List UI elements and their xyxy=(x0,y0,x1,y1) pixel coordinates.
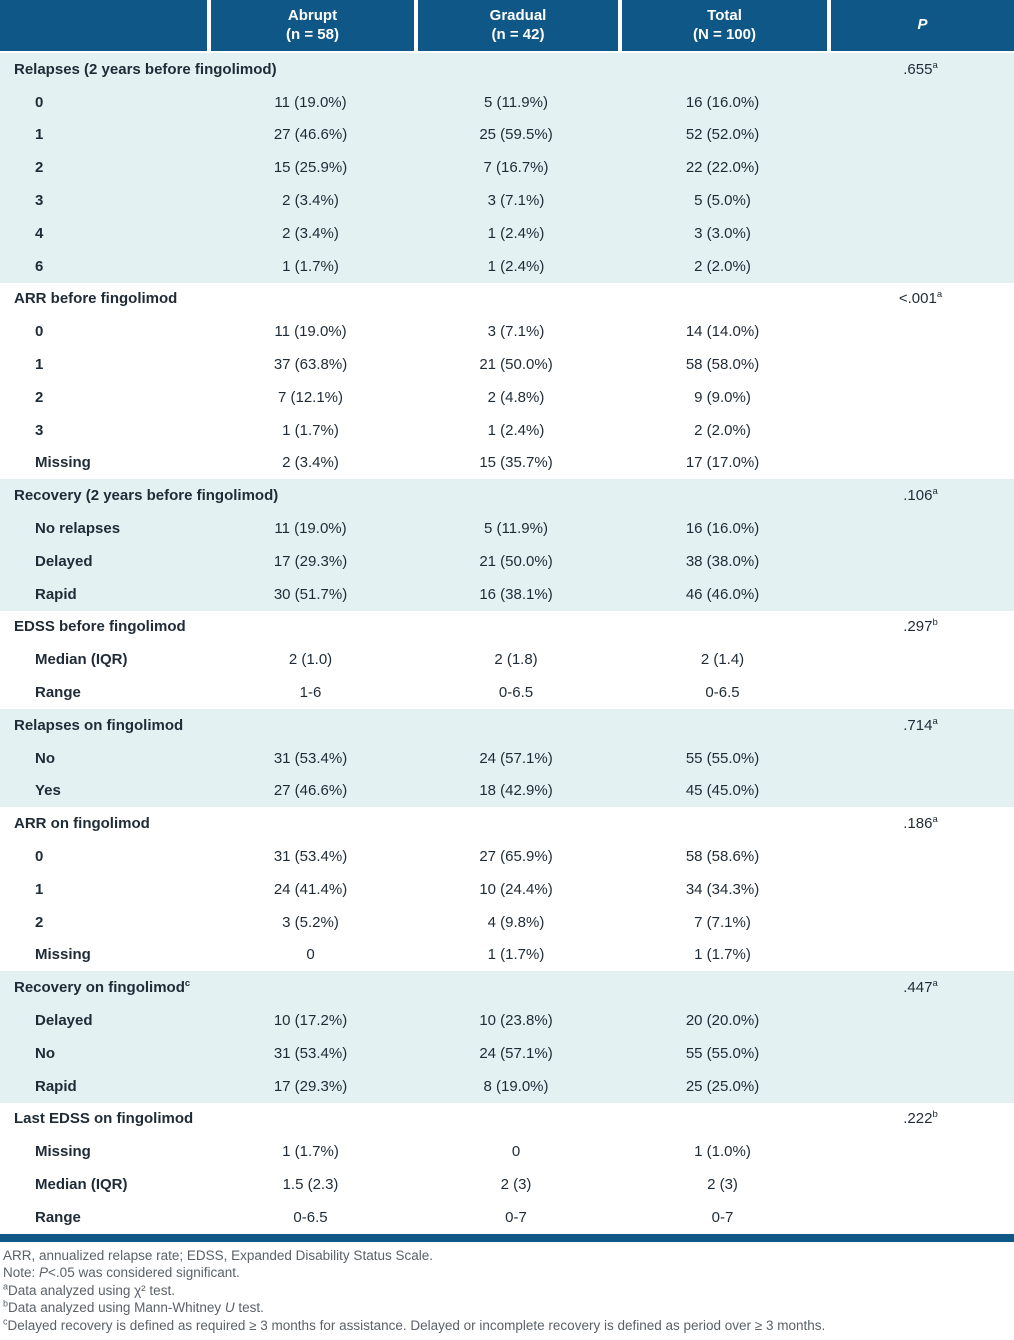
cell-abrupt: 2 (3.4%) xyxy=(282,192,339,210)
cell-total: 58 (58.0%) xyxy=(685,356,760,374)
header-col-p xyxy=(827,0,1014,51)
row-label: Missing xyxy=(35,946,91,964)
cell-total: 46 (46.0%) xyxy=(685,585,760,603)
superscript: a xyxy=(932,59,938,71)
footnote-text: Delayed recovery is defined as required ≥ 3 months for assistance. Delayed or incomplete recovery is defined as period over ≥ 3 months. xyxy=(7,1317,826,1333)
row-label: 6 xyxy=(35,257,44,275)
footnote-line xyxy=(3,1247,1010,1265)
cell-gradual: 24 (57.1%) xyxy=(479,749,553,767)
cell-abrupt: 0-6.5 xyxy=(293,1208,328,1226)
cell-abrupt: 1 (1.7%) xyxy=(282,421,339,439)
cell-total: 58 (58.6%) xyxy=(685,848,760,866)
cell-gradual: 5 (11.9%) xyxy=(484,93,548,111)
cell-gradual: 3 (7.1%) xyxy=(487,323,545,341)
header-col-gradual xyxy=(414,0,618,51)
cell-gradual: 8 (19.0%) xyxy=(483,1077,549,1095)
table-row xyxy=(0,676,1014,709)
row-label: Missing xyxy=(35,454,91,472)
cell-abrupt: 1-6 xyxy=(299,684,322,702)
row-label: Delayed xyxy=(35,552,93,570)
section-label: Recovery (2 years before fingolimod) xyxy=(14,487,279,505)
cell-gradual: 0-6.5 xyxy=(498,684,534,702)
header-col-abrupt-title: Abrupt xyxy=(287,6,338,24)
section-label: Recovery on fingolimod$^c$ xyxy=(14,978,191,997)
row-label: 3 xyxy=(35,421,44,439)
section-header-row xyxy=(0,53,1014,86)
table-row xyxy=(0,1004,1014,1037)
header-col-total xyxy=(618,0,827,51)
cell-gradual: 1 (2.4%) xyxy=(487,224,545,242)
table-row xyxy=(0,250,1014,283)
table-row xyxy=(0,315,1014,348)
cell-total: 0-7 xyxy=(711,1208,734,1226)
cell-gradual: 0-7 xyxy=(505,1208,527,1226)
cell-total: 1 (1.0%) xyxy=(694,1143,751,1161)
header-col-abrupt-n: (n = 58) xyxy=(286,25,339,43)
footnote-text: U xyxy=(224,1300,235,1316)
row-label: Rapid xyxy=(35,585,77,603)
cell-abrupt: 27 (46.6%) xyxy=(273,126,348,144)
header-col-total-n: (N = 100) xyxy=(693,25,756,43)
cell-abrupt: 31 (53.4%) xyxy=(273,1044,348,1062)
table-row xyxy=(0,643,1014,676)
section-label: Relapses on fingolimod xyxy=(14,716,184,734)
superscript: a xyxy=(932,814,938,826)
row-label: 3 xyxy=(35,192,44,210)
cell-p-value: .186$^a$ xyxy=(903,814,938,833)
footnote-text: <.05 was considered significant. xyxy=(48,1265,240,1281)
footnote-text: Data analyzed using χ² test. xyxy=(8,1282,175,1298)
section-header-row xyxy=(0,283,1014,316)
cell-total: 2 (1.4) xyxy=(700,651,745,669)
table-row xyxy=(0,381,1014,414)
table-row xyxy=(0,1070,1014,1103)
footnote-superscript: b xyxy=(3,1298,9,1309)
cell-abrupt: 10 (17.2%) xyxy=(273,1012,348,1029)
section-label: ARR on fingolimod xyxy=(14,815,150,833)
footnote-text: Data analyzed using Mann-Whitney xyxy=(8,1300,225,1316)
row-label: 0 xyxy=(35,848,44,866)
superscript: a xyxy=(936,289,943,301)
cell-p-value: .222$^b$ xyxy=(903,1109,938,1128)
row-label: No xyxy=(35,749,55,767)
table-bottom-border xyxy=(0,1234,1014,1242)
footnote-text: P xyxy=(39,1265,49,1281)
superscript: a xyxy=(932,978,938,990)
table-row xyxy=(0,447,1014,480)
footnote-text: ARR, annualized relapse rate; EDSS, Expanded Disability Status Scale. xyxy=(3,1247,433,1263)
cell-total: 7 (7.1%) xyxy=(694,913,751,931)
cell-gradual: 7 (16.7%) xyxy=(483,159,549,177)
cell-abrupt: 3 (5.2%) xyxy=(282,913,339,931)
table-section xyxy=(0,1103,1014,1234)
cell-total: 16 (16.0%) xyxy=(685,93,760,111)
row-label: Range xyxy=(35,1208,81,1226)
cell-p-value: .655$^a$ xyxy=(903,59,938,78)
cell-gradual: 18 (42.9%) xyxy=(479,782,553,800)
row-label: Range xyxy=(35,684,81,702)
section-label: ARR before fingolimod xyxy=(14,290,178,308)
cell-gradual: 25 (59.5%) xyxy=(479,126,553,144)
row-label: Delayed xyxy=(35,1012,93,1029)
row-label: 2 xyxy=(35,159,44,177)
cell-gradual: 10 (24.4%) xyxy=(479,880,553,898)
table-row xyxy=(0,578,1014,611)
header-col-gradual-title: Gradual xyxy=(489,6,547,24)
header-col-abrupt xyxy=(207,0,414,51)
cell-abrupt: 24 (41.4%) xyxy=(273,880,348,898)
table-row xyxy=(0,414,1014,447)
table-row xyxy=(0,545,1014,578)
cell-total: 52 (52.0%) xyxy=(685,126,760,144)
cell-gradual: 16 (38.1%) xyxy=(479,585,553,603)
cell-p-value: .714$^a$ xyxy=(903,715,938,734)
table-row xyxy=(0,775,1014,808)
cell-total: 45 (45.0%) xyxy=(685,782,760,800)
cell-abrupt: 30 (51.7%) xyxy=(273,585,348,603)
cell-total: 5 (5.0%) xyxy=(694,192,751,210)
cell-gradual: 4 (9.8%) xyxy=(487,913,545,931)
table-section xyxy=(0,283,1014,480)
cell-abrupt: 17 (29.3%) xyxy=(273,1077,348,1095)
row-label: 4 xyxy=(35,224,44,242)
cell-gradual: 27 (65.9%) xyxy=(479,848,553,866)
table-row xyxy=(0,1135,1014,1168)
section-label: EDSS before fingolimod xyxy=(14,618,186,636)
cell-total: 25 (25.0%) xyxy=(685,1077,760,1095)
row-label: 2 xyxy=(35,388,44,406)
section-label: Last EDSS on fingolimod xyxy=(14,1110,194,1128)
cell-abrupt: 11 (19.0%) xyxy=(274,520,347,538)
table-row xyxy=(0,512,1014,545)
cell-total: 17 (17.0%) xyxy=(685,454,760,472)
footnotes xyxy=(0,1242,1014,1335)
cell-gradual: 0 xyxy=(511,1143,521,1161)
table-row xyxy=(0,217,1014,250)
section-header-row xyxy=(0,479,1014,512)
cell-total: 16 (16.0%) xyxy=(685,520,760,538)
cell-gradual: 2 (1.8) xyxy=(494,651,538,669)
cell-p-value: .447$^a$ xyxy=(903,978,938,997)
table-row xyxy=(0,1201,1014,1234)
table-section xyxy=(0,611,1014,709)
cell-abrupt: 2 (3.4%) xyxy=(282,224,339,242)
cell-abrupt: 2 (3.4%) xyxy=(282,454,339,472)
row-label: 2 xyxy=(35,913,44,931)
cell-abrupt: 17 (29.3%) xyxy=(273,552,348,570)
cell-gradual: 24 (57.1%) xyxy=(479,1044,553,1062)
header-col-gradual-n: (n = 42) xyxy=(491,25,545,43)
cell-total: 20 (20.0%) xyxy=(685,1012,760,1029)
row-label: No xyxy=(35,1044,55,1062)
cell-total: 55 (55.0%) xyxy=(685,749,760,767)
section-header-row xyxy=(0,807,1014,840)
row-label: Rapid xyxy=(35,1077,77,1095)
row-label: 0 xyxy=(35,323,44,341)
cell-p-value: .297$^b$ xyxy=(903,617,938,636)
row-label: No relapses xyxy=(35,520,121,538)
footnote-line xyxy=(3,1264,1010,1282)
row-label: 0 xyxy=(35,93,44,111)
table-section xyxy=(0,807,1014,971)
row-label: Yes xyxy=(35,782,61,800)
superscript: c xyxy=(184,978,191,990)
superscript: a xyxy=(932,715,938,727)
table-row xyxy=(0,1037,1014,1070)
footnote-superscript: a xyxy=(3,1281,9,1292)
table-section xyxy=(0,53,1014,283)
table-row xyxy=(0,742,1014,775)
cell-abrupt: 27 (46.6%) xyxy=(273,782,348,800)
row-label: 1 xyxy=(35,356,44,374)
cell-abrupt: 31 (53.4%) xyxy=(273,749,348,767)
cell-gradual: 21 (50.0%) xyxy=(479,552,553,570)
cell-p-value: .106$^a$ xyxy=(903,486,938,505)
header-corner-cell xyxy=(0,0,207,51)
table-row xyxy=(0,119,1014,152)
row-label: 1 xyxy=(35,126,44,144)
table-row xyxy=(0,939,1014,972)
footnote-line xyxy=(3,1299,1010,1317)
table-row xyxy=(0,906,1014,939)
section-header-row xyxy=(0,1103,1014,1136)
cell-abrupt: 11 (19.0%) xyxy=(274,93,347,111)
table-row xyxy=(0,840,1014,873)
cell-total: 2 (3) xyxy=(707,1175,738,1193)
footnote-superscript: c xyxy=(3,1316,8,1327)
header-col-total-title: Total xyxy=(707,6,742,24)
row-label: Median (IQR) xyxy=(35,1175,128,1193)
section-header-row xyxy=(0,709,1014,742)
cell-total: 14 (14.0%) xyxy=(685,323,760,341)
footnote-line xyxy=(3,1317,1010,1335)
table-section xyxy=(0,709,1014,807)
cell-total: 3 (3.0%) xyxy=(694,224,751,242)
cell-gradual: 3 (7.1%) xyxy=(487,192,545,210)
row-label: Missing xyxy=(35,1143,91,1161)
cell-abrupt: 1.5 (2.3) xyxy=(282,1175,339,1193)
cell-abrupt: 31 (53.4%) xyxy=(273,848,348,866)
cell-total: 2 (2.0%) xyxy=(694,421,751,439)
cell-gradual: 2 (3) xyxy=(500,1175,532,1193)
cell-total: 55 (55.0%) xyxy=(685,1044,760,1062)
cell-abrupt: 1 (1.7%) xyxy=(282,257,339,275)
table-row xyxy=(0,873,1014,906)
table-row xyxy=(0,151,1014,184)
table-row xyxy=(0,184,1014,217)
cell-gradual: 21 (50.0%) xyxy=(479,356,553,374)
cell-abrupt: 15 (25.9%) xyxy=(273,159,348,177)
table-row xyxy=(0,1168,1014,1201)
cell-gradual: 1 (2.4%) xyxy=(487,257,545,275)
table-body xyxy=(0,53,1014,1234)
superscript: b xyxy=(932,1109,938,1121)
cell-p-value: <.001$^a$ xyxy=(898,289,943,308)
cell-gradual: 5 (11.9%) xyxy=(484,520,548,538)
superscript: b xyxy=(932,617,938,629)
cell-abrupt: 1 (1.7%) xyxy=(282,1143,339,1161)
cell-abrupt: 37 (63.8%) xyxy=(273,356,348,374)
row-label: Median (IQR) xyxy=(35,651,128,669)
cell-gradual: 15 (35.7%) xyxy=(479,454,553,472)
table-row xyxy=(0,348,1014,381)
row-label: 1 xyxy=(35,880,44,898)
cell-total: 34 (34.3%) xyxy=(685,880,760,898)
footnote-line xyxy=(3,1282,1010,1300)
cell-total: 22 (22.0%) xyxy=(685,159,760,177)
section-label: Relapses (2 years before fingolimod) xyxy=(14,60,277,78)
cell-gradual: 1 (1.7%) xyxy=(487,946,545,964)
cell-abrupt: 7 (12.1%) xyxy=(277,388,344,406)
cell-gradual: 2 (4.8%) xyxy=(487,388,545,406)
footnote-text: test. xyxy=(234,1300,264,1316)
cell-abrupt: 11 (19.0%) xyxy=(274,323,347,341)
table-section xyxy=(0,971,1014,1102)
cell-total: 2 (2.0%) xyxy=(694,257,751,275)
cell-total: 38 (38.0%) xyxy=(685,552,760,570)
table-header-row xyxy=(0,0,1014,53)
footnote-text: Note: xyxy=(3,1265,40,1281)
table-section xyxy=(0,479,1014,610)
header-col-p-title: P xyxy=(917,16,928,34)
cell-abrupt: 0 xyxy=(306,946,315,964)
superscript: a xyxy=(932,486,938,498)
section-header-row xyxy=(0,611,1014,644)
section-header-row xyxy=(0,971,1014,1004)
cell-total: 0-6.5 xyxy=(705,684,740,702)
cell-total: 1 (1.7%) xyxy=(694,946,751,964)
cell-abrupt: 2 (1.0) xyxy=(288,651,333,669)
cell-gradual: 10 (23.8%) xyxy=(479,1012,553,1029)
cell-gradual: 1 (2.4%) xyxy=(487,421,545,439)
cell-total: 9 (9.0%) xyxy=(694,388,751,406)
table-row xyxy=(0,86,1014,119)
